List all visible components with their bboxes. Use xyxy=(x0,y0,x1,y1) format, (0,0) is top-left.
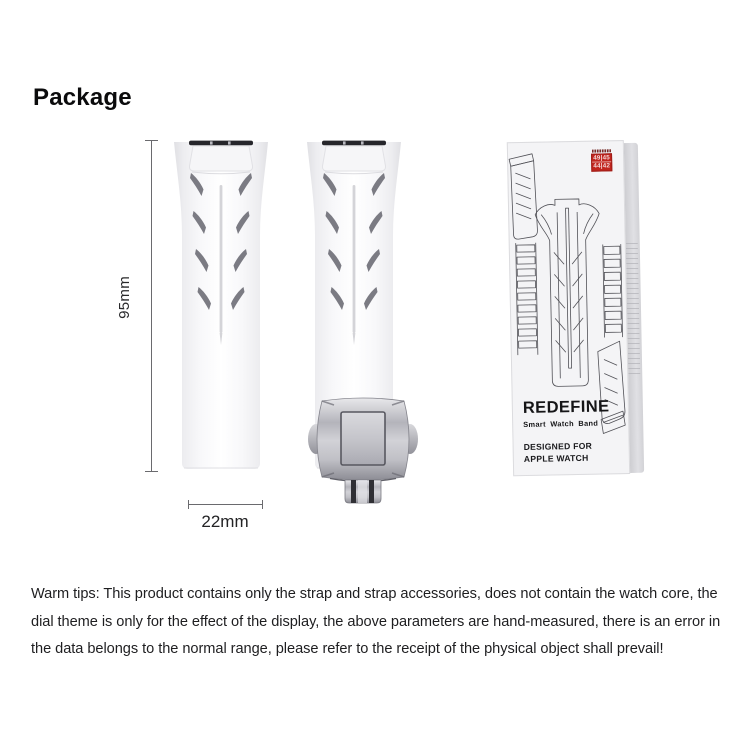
clasp-keeper-loop xyxy=(345,480,381,503)
size-badge-row-1: 49|45 xyxy=(593,154,611,162)
strap-front-view xyxy=(166,139,276,473)
width-dimension-line xyxy=(188,504,262,505)
box-designed-line-1: DESIGNED FOR xyxy=(523,440,593,453)
box-brand-name: REDEFINE xyxy=(522,397,610,418)
butterfly-clasp xyxy=(306,395,420,507)
page-title: Package xyxy=(33,84,132,111)
clasp-center-panel xyxy=(341,412,385,465)
width-dimension-label: 22mm xyxy=(201,512,249,531)
box-designed-for xyxy=(524,441,593,465)
height-dimension-line xyxy=(151,140,152,471)
size-badge-grid xyxy=(591,153,612,172)
size-badge xyxy=(591,149,612,171)
box-designed-line-2: APPLE WATCH xyxy=(523,452,589,464)
product-box xyxy=(507,140,646,479)
box-art-strap-left xyxy=(509,154,540,355)
width-dimension-tick-left xyxy=(188,500,189,509)
size-badge-row-2: 44|42 xyxy=(593,162,611,170)
box-brand-block xyxy=(523,397,610,428)
warm-tips-text: Warm tips: This product contains only the strap and strap accessories, does not contain the watch core, the dial theme is only for the effect of the display, the above parameters are hand-measured, there is an error in the data belongs to the normal range, please refer to the receipt of the physical object shall prevail! xyxy=(31,586,721,657)
width-dimension-tick-right xyxy=(262,500,263,509)
box-front-face xyxy=(507,140,630,476)
height-dimension-label: 95mm xyxy=(116,276,133,319)
size-badge-caption xyxy=(592,149,611,152)
box-brand-subtitle: Smart Watch Band xyxy=(523,418,599,429)
box-art-strap-center xyxy=(535,199,603,387)
box-art-bracelet-right xyxy=(603,244,623,337)
height-dimension-tick-top xyxy=(145,140,158,141)
height-dimension-tick-bottom xyxy=(145,471,158,472)
